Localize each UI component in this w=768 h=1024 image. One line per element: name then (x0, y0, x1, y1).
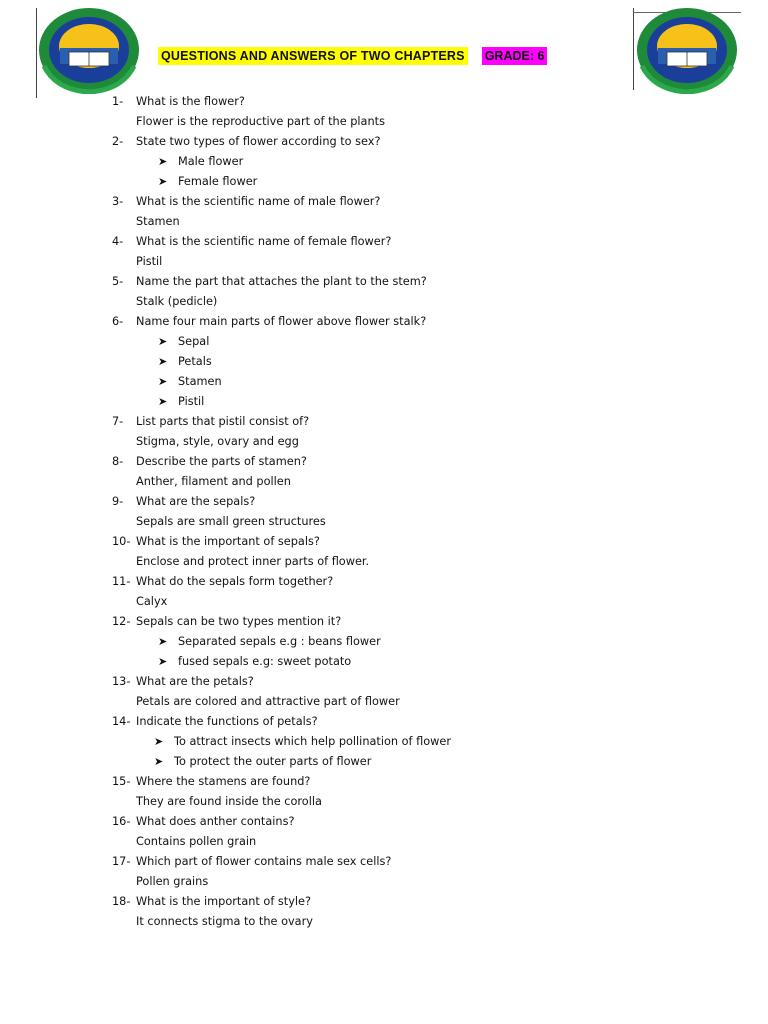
question-number: 9- (112, 495, 124, 508)
question-number: 16- (112, 815, 131, 828)
question-text: What does anther contains? (136, 815, 295, 828)
question-line (112, 612, 712, 632)
answer-text: Sepals are small green structures (136, 515, 326, 528)
question-text: What are the sepals? (136, 495, 256, 508)
page-header (158, 47, 547, 65)
question-number: 8- (112, 455, 124, 468)
question-text: Name the part that attaches the plant to the stem? (136, 275, 427, 288)
bullet-text: Separated sepals e.g : beans flower (178, 635, 381, 648)
arrow-bullet-icon: ➤ (154, 735, 164, 748)
arrow-bullet-icon: ➤ (158, 335, 168, 348)
arrow-bullet-icon: ➤ (158, 155, 168, 168)
answer-text: Stigma, style, ovary and egg (136, 435, 299, 448)
question-number: 4- (112, 235, 124, 248)
question-text: What is the important of sepals? (136, 535, 320, 548)
question-text: Where the stamens are found? (136, 775, 311, 788)
question-number: 14- (112, 715, 131, 728)
question-number: 10- (112, 535, 131, 548)
question-line (112, 492, 712, 512)
question-line (112, 532, 712, 552)
qa-list (112, 92, 712, 932)
question-line (112, 772, 712, 792)
question-line (112, 572, 712, 592)
bullet-text: Sepal (178, 335, 210, 348)
answer-text: They are found inside the corolla (136, 795, 322, 808)
question-text: List parts that pistil consist of? (136, 415, 310, 428)
question-line (112, 892, 712, 912)
question-text: Sepals can be two types mention it? (136, 615, 342, 628)
bullet-text: fused sepals e.g: sweet potato (178, 655, 352, 668)
answer-text: Flower is the reproductive part of the plants (136, 115, 385, 128)
question-line (112, 132, 712, 152)
question-text: What is the important of style? (136, 895, 311, 908)
answer-bullet (112, 172, 712, 192)
question-text: What are the petals? (136, 675, 254, 688)
answer-text: It connects stigma to the ovary (136, 915, 313, 928)
answer-text: Enclose and protect inner parts of flower. (136, 555, 370, 568)
question-number: 15- (112, 775, 131, 788)
answer-bullet (112, 752, 712, 772)
answer-bullet (112, 152, 712, 172)
bullet-text: Stamen (178, 375, 222, 388)
question-text: What is the scientific name of female flower? (136, 235, 392, 248)
arrow-bullet-icon: ➤ (158, 375, 168, 388)
bullet-text: Pistil (178, 395, 205, 408)
page-title: QUESTIONS AND ANSWERS OF TWO CHAPTERS (158, 47, 468, 65)
question-line (112, 192, 712, 212)
answer-text: Pollen grains (136, 875, 209, 888)
question-line (112, 452, 712, 472)
question-number: 13- (112, 675, 131, 688)
question-text: What do the sepals form together? (136, 575, 334, 588)
arrow-bullet-icon: ➤ (158, 395, 168, 408)
arrow-bullet-icon: ➤ (158, 355, 168, 368)
question-line (112, 272, 712, 292)
question-text: Describe the parts of stamen? (136, 455, 307, 468)
school-logo-left (36, 6, 142, 94)
question-line (112, 412, 712, 432)
question-number: 17- (112, 855, 131, 868)
question-number: 3- (112, 195, 124, 208)
answer-bullet (112, 332, 712, 352)
answer-text: Contains pollen grain (136, 835, 257, 848)
school-logo-right (634, 6, 740, 94)
question-line (112, 852, 712, 872)
answer-bullet (112, 732, 712, 752)
question-number: 18- (112, 895, 131, 908)
bullet-text: Female flower (178, 175, 258, 188)
bullet-text: To protect the outer parts of flower (174, 755, 372, 768)
question-number: 2- (112, 135, 124, 148)
bullet-text: Petals (178, 355, 212, 368)
answer-text: Stamen (136, 215, 180, 228)
question-number: 12- (112, 615, 131, 628)
question-number: 7- (112, 415, 124, 428)
question-text: Name four main parts of flower above flower stalk? (136, 315, 427, 328)
answer-bullet (112, 352, 712, 372)
answer-text: Petals are colored and attractive part of flower (136, 695, 400, 708)
answer-bullet (112, 392, 712, 412)
question-number: 1- (112, 95, 124, 108)
answer-text: Calyx (136, 595, 168, 608)
question-text: Indicate the functions of petals? (136, 715, 318, 728)
question-text: What is the scientific name of male flower? (136, 195, 381, 208)
answer-text: Anther, filament and pollen (136, 475, 291, 488)
bullet-text: To attract insects which help pollination of flower (174, 735, 451, 748)
answer-bullet (112, 652, 712, 672)
answer-bullet (112, 372, 712, 392)
arrow-bullet-icon: ➤ (158, 175, 168, 188)
grade-label: GRADE: 6 (482, 47, 548, 65)
question-line (112, 672, 712, 692)
question-line (112, 812, 712, 832)
question-line (112, 312, 712, 332)
bullet-text: Male flower (178, 155, 244, 168)
arrow-bullet-icon: ➤ (158, 655, 168, 668)
answer-bullet (112, 632, 712, 652)
question-number: 6- (112, 315, 124, 328)
question-line (112, 232, 712, 252)
answer-text: Pistil (136, 255, 163, 268)
question-line (112, 92, 712, 112)
arrow-bullet-icon: ➤ (158, 635, 168, 648)
question-text: Which part of flower contains male sex cells? (136, 855, 392, 868)
question-number: 11- (112, 575, 131, 588)
question-text: What is the flower? (136, 95, 245, 108)
question-text: State two types of flower according to sex? (136, 135, 381, 148)
question-line (112, 712, 712, 732)
arrow-bullet-icon: ➤ (154, 755, 164, 768)
answer-text: Stalk (pedicle) (136, 295, 218, 308)
question-number: 5- (112, 275, 124, 288)
